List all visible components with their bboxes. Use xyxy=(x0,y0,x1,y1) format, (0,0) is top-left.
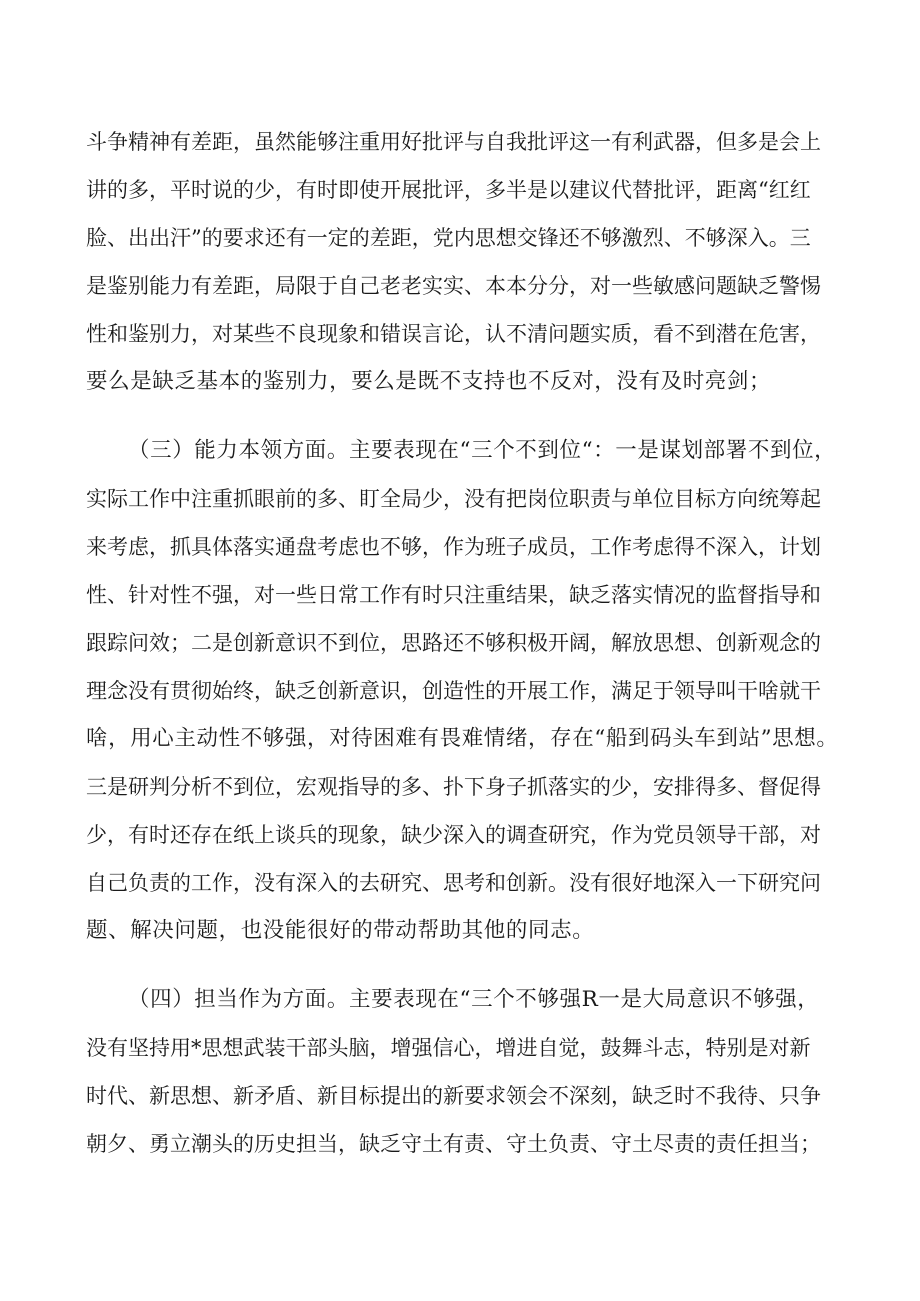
text-line: 要么是缺乏基本的鉴别力，要么是既不支持也不反对，没有及时亮剑； xyxy=(86,369,772,394)
text-line: 跟踪问效；二是创新意识不到位，思路还不够积极开阔，解放思想、创新观念的 xyxy=(86,631,821,655)
text-line: 少，有时还存在纸上谈兵的现象，缺少深入的调查研究，作为党员领导干部，对 xyxy=(86,823,821,847)
text-line: 来考虑，抓具体落实通盘考虑也不够，作为班子成员，工作考虑得不深入，计划 xyxy=(86,535,821,559)
text-line: 斗争精神有差距，虽然能够注重用好批评与自我批评这一有利武器，但多是会上 xyxy=(86,130,821,154)
text-line: 是鉴别能力有差距，局限于自己老老实实、本本分分，对一些敏感问题缺乏警惕 xyxy=(86,274,821,298)
text-line: 性、针对性不强，对一些日常工作有时只注重结果，缺乏落实情况的监督指导和 xyxy=(86,583,821,607)
text-line: 三是研判分析不到位，宏观指导的多、扑下身子抓落实的少，安排得多、督促得 xyxy=(86,775,821,799)
text-line: 朝夕、勇立潮头的历史担当，缺乏守土有责、守土负责、守土尽责的责任担当； xyxy=(86,1132,821,1156)
section-heading-line: （三）能力本领方面。主要表现在“三个不到位“：一是谋划部署不到位， xyxy=(128,438,837,463)
text-line: 没有坚持用*思想武装干部头脑，增强信心，增进自觉，鼓舞斗志，特别是对新 xyxy=(86,1036,811,1060)
section-heading-line: （四）担当作为方面。主要表现在“三个不够强R一是大局意识不够强， xyxy=(128,987,820,1012)
text-line: 啥，用心主动性不够强，对待困难有畏难情绪，存在“船到码头车到站”思想。 xyxy=(86,726,839,751)
text-line: 脸、出出汗”的要求还有一定的差距，党内思想交锋还不够激烈、不够深入。三 xyxy=(86,226,811,250)
text-line: 题、解决问题，也没能很好的带动帮助其他的同志。 xyxy=(86,918,595,943)
text-line: 实际工作中注重抓眼前的多、盯全局少，没有把岗位职责与单位目标方向统筹起 xyxy=(86,487,821,511)
text-line: 理念没有贯彻始终，缺乏创新意识，创造性的开展工作，满足于领导叫干啥就干 xyxy=(86,679,821,703)
text-line: 时代、新思想、新矛盾、新目标提出的新要求领会不深刻，缺乏时不我待、只争 xyxy=(86,1084,821,1108)
text-line: 性和鉴别力，对某些不良现象和错误言论，认不清问题实质，看不到潜在危害， xyxy=(86,322,821,346)
text-line: 自己负责的工作，没有深入的去研究、思考和创新。没有很好地深入一下研究问 xyxy=(86,871,821,895)
text-line: 讲的多，平时说的少，有时即使开展批评，多半是以建议代替批评，距离“红红 xyxy=(86,178,811,202)
